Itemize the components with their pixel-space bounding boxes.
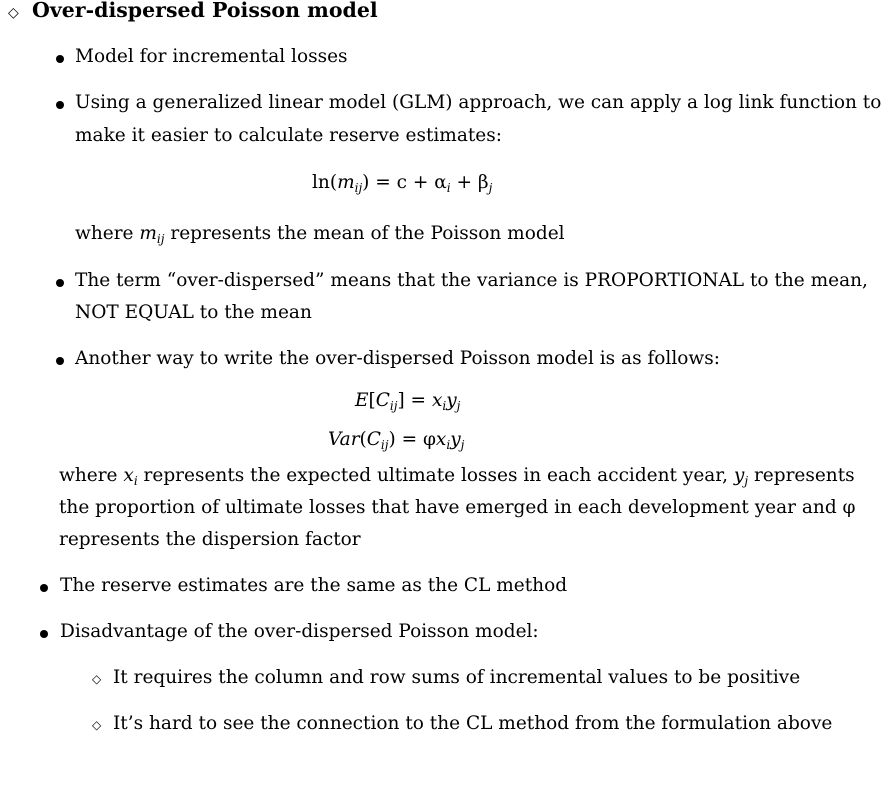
diamond-bullet-icon: ◇ (92, 718, 102, 732)
bullet-icon (56, 279, 64, 287)
equation-variance: $Var(C_{ij}) = \varphi x_iy_j$ (328, 429, 465, 452)
sub-bullet-text-1: It requires the column and row sums of incremental values to be positive (113, 667, 801, 688)
bullet-text-2-line1: Using a generalized linear model (GLM) approach, we can apply a log link function to (75, 92, 882, 113)
section-heading: Over-dispersed Poisson model (32, 0, 378, 22)
bullet-text-4: Another way to write the over-dispersed Poisson model is as follows: (75, 348, 720, 369)
where-variables-line2: the proportion of ultimate losses that have emerged in each development year and φ (59, 497, 856, 518)
bullet-text-2-line2: make it easier to calculate reserve estimates: (75, 125, 502, 146)
bullet-icon (56, 55, 64, 63)
where-variables-line1: where $x_i$ represents the expected ultimate losses in each accident year, $y_j$ represents (59, 465, 855, 488)
bullet-icon (40, 630, 48, 638)
where-mean-text: where $m_{ij}$ represents the mean of the Poisson model (75, 223, 565, 246)
sub-bullet-text-2: It’s hard to see the connection to the CL method from the formulation above (113, 713, 833, 734)
bullet-icon (40, 584, 48, 592)
equation-log-link: $\ln(m_{ij}) = c + \alpha_i + \beta_j$ (312, 172, 493, 195)
bullet-text-3-line2: NOT EQUAL to the mean (75, 302, 312, 323)
bullet-icon (56, 101, 64, 109)
equation-expectation: $E[C_{ij}] = x_iy_j$ (355, 390, 461, 413)
bullet-text-3-line1: The term “over-dispersed” means that the variance is PROPORTIONAL to the mean, (75, 270, 868, 291)
bullet-text-1: Model for incremental losses (75, 46, 348, 67)
diamond-bullet-icon: ◇ (92, 672, 102, 686)
diamond-bullet-icon: ◇ (8, 5, 19, 21)
where-variables-line3: represents the dispersion factor (59, 529, 361, 550)
bullet-text-6: Disadvantage of the over-dispersed Poisson model: (60, 621, 539, 642)
bullet-text-5: The reserve estimates are the same as the CL method (60, 575, 568, 596)
bullet-icon (56, 357, 64, 365)
